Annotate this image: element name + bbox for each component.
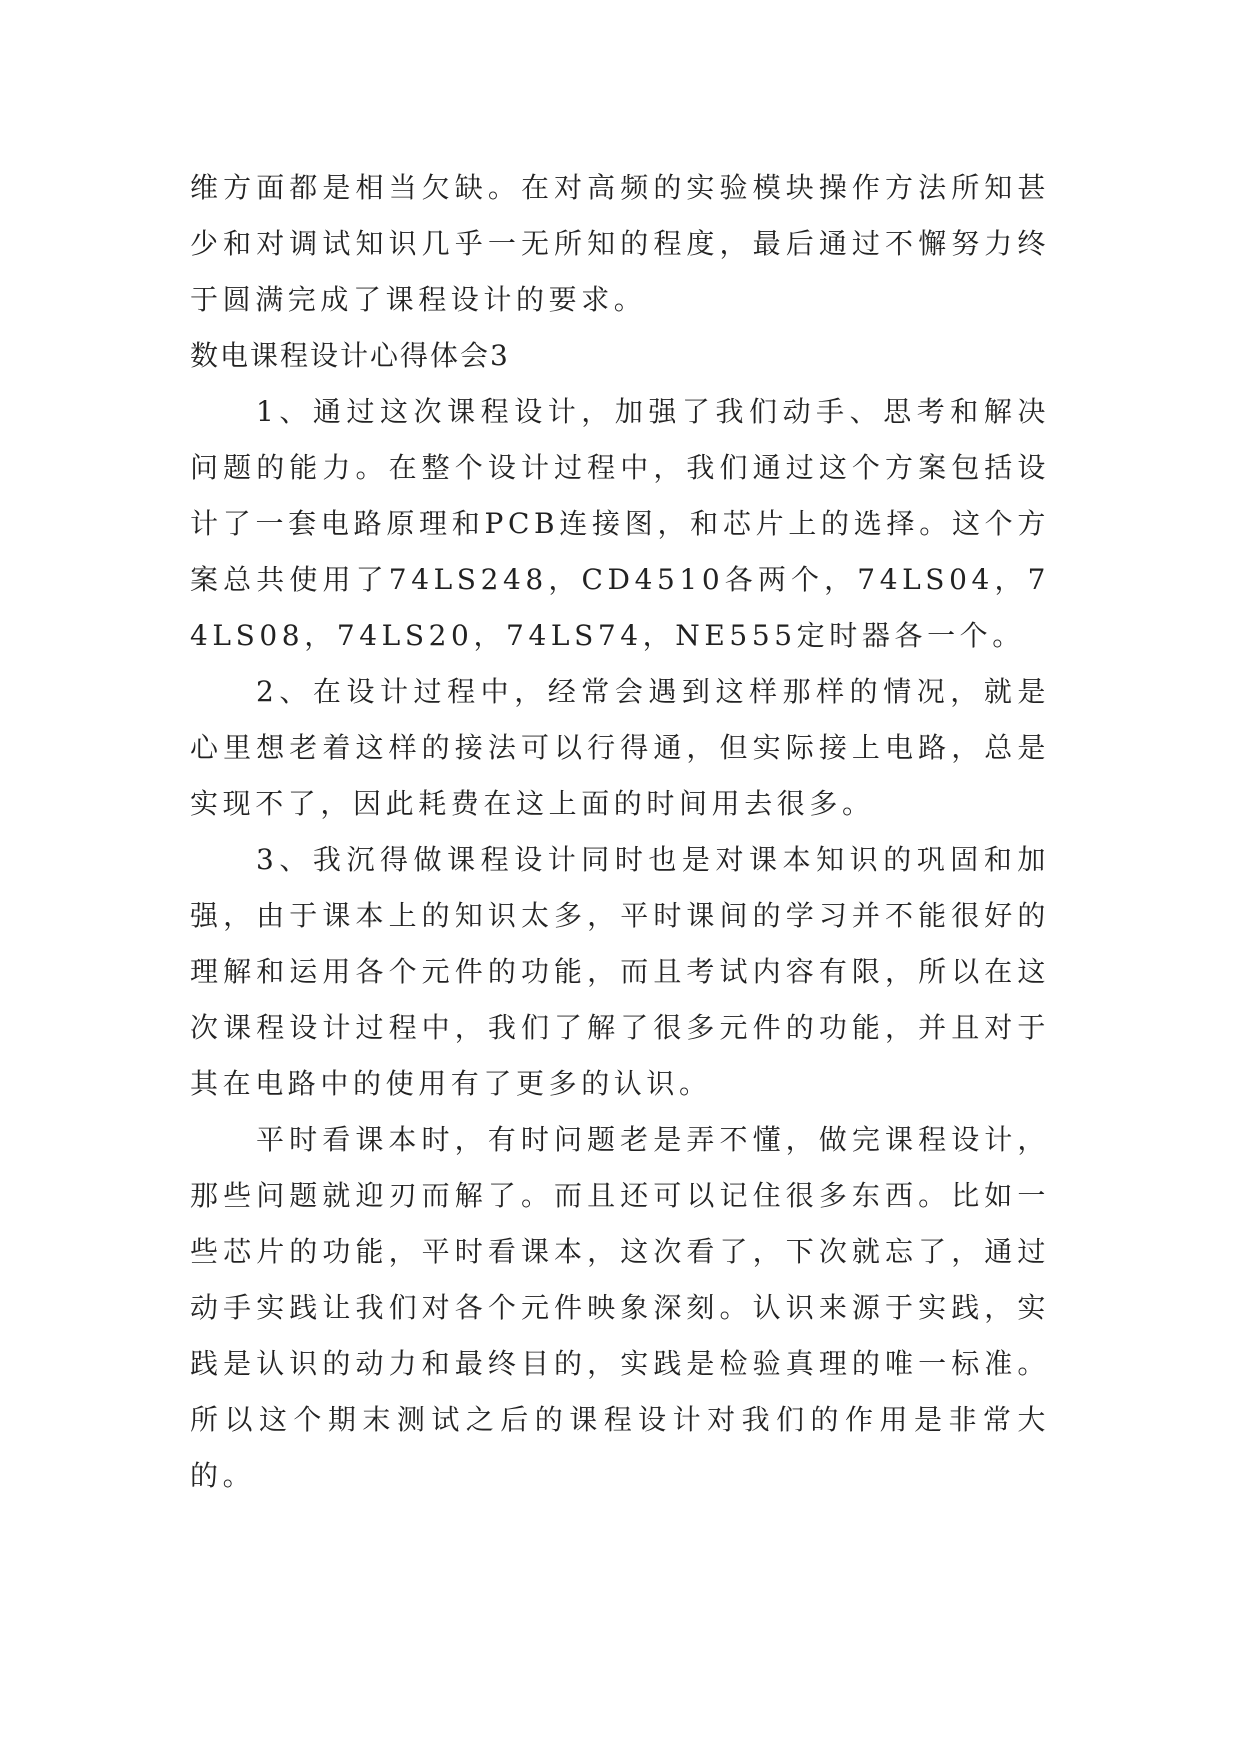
paragraph-4: 平时看课本时，有时问题老是弄不懂，做完课程设计，那些问题就迎刃而解了。而且还可以记住很多东西。比如一些芯片的功能，平时看课本，这次看了，下次就忘了，通过动手实践让我们对各个元件映象深刻。认识来源于实践，实践是认识的动力和最终目的，实践是检验真理的唯一标准。所以这个期末测试之后的课程设计对我们的作用是非常大的。 [190, 1123, 1050, 1492]
paragraph-2: 2、在设计过程中，经常会遇到这样那样的情况，就是心里想老着这样的接法可以行得通，但实际接上电路，总是实现不了，因此耗费在这上面的时间用去很多。 [190, 675, 1050, 820]
document-page [190, 160, 1050, 1504]
intro-paragraph: 维方面都是相当欠缺。在对高频的实验模块操作方法所知甚少和对调试知识几乎一无所知的程度，最后通过不懈努力终于圆满完成了课程设计的要求。 [190, 171, 1050, 316]
paragraph-3: 3、我沉得做课程设计同时也是对课本知识的巩固和加强，由于课本上的知识太多，平时课间的学习并不能很好的理解和运用各个元件的功能，而且考试内容有限，所以在这次课程设计过程中，我们了解了很多元件的功能，并且对于其在电路中的使用有了更多的认识。 [190, 843, 1050, 1100]
section-heading: 数电课程设计心得体会3 [190, 339, 510, 372]
paragraph-1: 1、通过这次课程设计，加强了我们动手、思考和解决问题的能力。在整个设计过程中，我们通过这个方案包括设计了一套电路原理和PCB连接图，和芯片上的选择。这个方案总共使用了74LS248，CD4510各两个，74LS04，74LS08，74LS20，74LS74，NE555定时器各一个。 [190, 395, 1050, 652]
